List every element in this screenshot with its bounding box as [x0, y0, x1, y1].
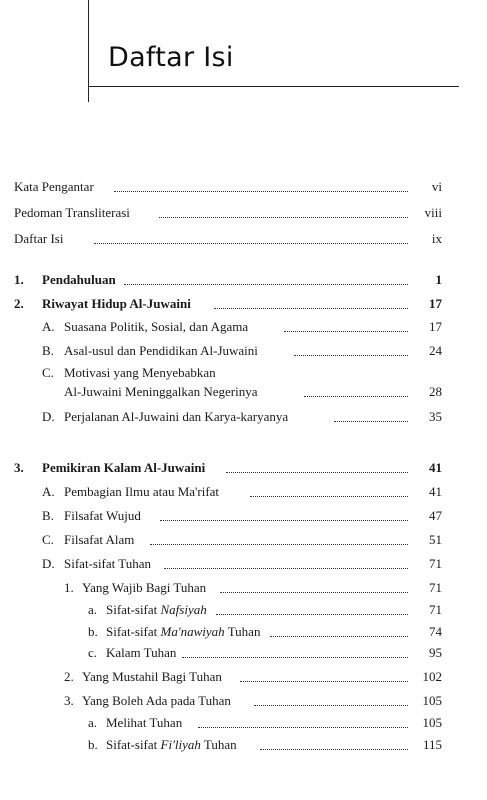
subsubsection-title: Sifat-sifat Ma'nawiyah Tuhan — [106, 622, 262, 642]
section-page: 41 — [429, 482, 442, 502]
dot-leader — [114, 191, 408, 192]
dot-leader — [124, 284, 408, 285]
chapter-page: 17 — [429, 294, 442, 314]
toc-subsubsection — [14, 600, 442, 620]
section-number: C. — [42, 365, 54, 380]
subsubsection-page: 105 — [423, 713, 443, 733]
dot-leader — [260, 749, 408, 750]
subsubsection-title: Melihat Tuhan — [106, 713, 184, 733]
section-number: A. — [42, 319, 55, 334]
toc-entry-title: Kata Pengantar — [14, 177, 96, 197]
subsection-page: 102 — [423, 667, 443, 687]
toc-section — [14, 407, 442, 427]
dot-leader — [164, 568, 408, 569]
dot-leader — [160, 520, 408, 521]
toc-subsection — [14, 578, 442, 598]
dot-leader — [304, 396, 408, 397]
subsection-title: Yang Boleh Ada pada Tuhan — [82, 691, 233, 711]
chapter-number: 2. — [14, 296, 24, 311]
subsection-number: 2. — [64, 669, 74, 684]
chapter-title: Pendahuluan — [42, 270, 118, 290]
section-title: Filsafat Wujud — [64, 506, 143, 526]
dot-leader — [226, 472, 408, 473]
chapter-page: 41 — [429, 458, 442, 478]
section-number: D. — [42, 556, 55, 571]
dot-leader — [94, 243, 408, 244]
toc-entry-page: viii — [425, 203, 442, 223]
chapter-number: 3. — [14, 460, 24, 475]
dot-leader — [270, 636, 408, 637]
toc-section — [14, 506, 442, 526]
dot-leader — [284, 331, 408, 332]
toc-section — [14, 341, 442, 361]
dot-leader — [214, 308, 408, 309]
chapter-title: Riwayat Hidup Al-Juwaini — [42, 294, 193, 314]
subsection-page: 71 — [429, 578, 442, 598]
section-page: 24 — [429, 341, 442, 361]
section-title: Suasana Politik, Sosial, dan Agama — [64, 317, 250, 337]
dot-leader — [250, 496, 408, 497]
section-page: 71 — [429, 554, 442, 574]
toc-subsubsection — [14, 622, 442, 642]
subsubsection-number: b. — [88, 737, 98, 752]
dot-leader — [334, 421, 408, 422]
subsection-page: 105 — [423, 691, 443, 711]
dot-leader — [150, 544, 408, 545]
subsubsection-page: 71 — [429, 600, 442, 620]
toc-entry-front — [14, 203, 442, 223]
dot-leader — [254, 705, 408, 706]
section-number: D. — [42, 409, 55, 424]
toc-entry-page: vi — [432, 177, 442, 197]
dot-leader — [182, 657, 408, 658]
horizontal-rule — [88, 86, 459, 87]
subsection-number: 1. — [64, 580, 74, 595]
subsection-title: Yang Wajib Bagi Tuhan — [82, 578, 208, 598]
toc-chapter — [14, 458, 442, 478]
subsubsection-page: 74 — [429, 622, 442, 642]
section-number: A. — [42, 484, 55, 499]
page-title: Daftar Isi — [108, 42, 234, 73]
toc-entry-title: Pedoman Transliterasi — [14, 203, 132, 223]
subsubsection-number: b. — [88, 624, 98, 639]
section-title: Perjalanan Al-Juwaini dan Karya-karyanya — [64, 407, 290, 427]
subsection-title: Yang Mustahil Bagi Tuhan — [82, 667, 224, 687]
chapter-page: 1 — [436, 270, 443, 290]
subsubsection-title: Sifat-sifat Fi'liyah Tuhan — [106, 735, 239, 755]
section-number: C. — [42, 532, 54, 547]
dot-leader — [216, 614, 408, 615]
toc-entry-page: ix — [432, 229, 442, 249]
chapter-number: 1. — [14, 272, 24, 287]
section-number: B. — [42, 508, 54, 523]
subsubsection-title: Kalam Tuhan — [106, 643, 178, 663]
section-page: 28 — [429, 382, 442, 402]
section-title: Filsafat Alam — [64, 530, 136, 550]
toc-section — [14, 530, 442, 550]
toc-section — [14, 482, 442, 502]
toc-subsection — [14, 667, 442, 687]
section-title: Sifat-sifat Tuhan — [64, 554, 153, 574]
dot-leader — [240, 681, 408, 682]
section-page: 17 — [429, 317, 442, 337]
section-title: Asal-usul dan Pendidikan Al-Juwaini — [64, 341, 260, 361]
subsubsection-number: c. — [88, 645, 98, 660]
section-page: 51 — [429, 530, 442, 550]
toc-chapter — [14, 270, 442, 290]
section-title: Motivasi yang Menyebabkan — [64, 365, 216, 380]
subsubsection-page: 115 — [423, 735, 442, 755]
dot-leader — [198, 727, 408, 728]
dot-leader — [159, 217, 408, 218]
toc-subsubsection — [14, 643, 442, 663]
toc-entry-title: Daftar Isi — [14, 229, 65, 249]
dot-leader — [294, 355, 408, 356]
chapter-title: Pemikiran Kalam Al-Juwaini — [42, 458, 207, 478]
toc-subsection — [14, 691, 442, 711]
toc-section — [14, 554, 442, 574]
toc-section — [14, 382, 442, 402]
section-number: B. — [42, 343, 54, 358]
section-page: 35 — [429, 407, 442, 427]
section-page: 47 — [429, 506, 442, 526]
toc-chapter — [14, 294, 442, 314]
section-title: Pembagian Ilmu atau Ma'rifat — [64, 482, 221, 502]
subsubsection-page: 95 — [429, 643, 442, 663]
subsubsection-number: a. — [88, 715, 98, 730]
toc-subsubsection — [14, 735, 442, 755]
dot-leader — [220, 592, 408, 593]
subsubsection-title: Sifat-sifat Nafsiyah — [106, 600, 209, 620]
subsection-number: 3. — [64, 693, 74, 708]
toc-entry-front — [14, 177, 442, 197]
toc-subsubsection — [14, 713, 442, 733]
section-title-continued: Al-Juwaini Meninggalkan Negerinya — [64, 382, 260, 402]
subsubsection-number: a. — [88, 602, 98, 617]
toc-entry-front — [14, 229, 442, 249]
toc-section — [14, 317, 442, 337]
